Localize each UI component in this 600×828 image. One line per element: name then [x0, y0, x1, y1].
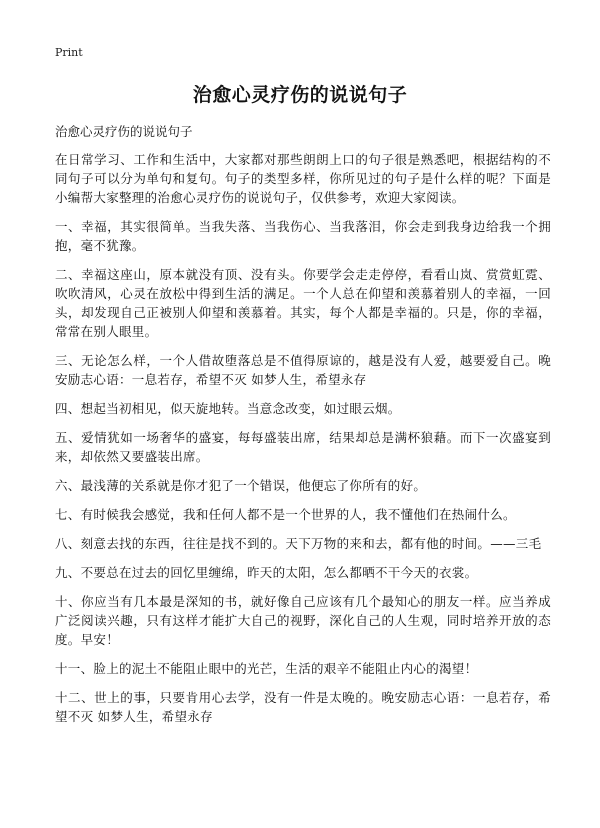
paragraph-5: 五、爱情犹如一场奢华的盛宴，每每盛装出席，结果却总是满杯狼藉。而下一次盛宴到来，却依然又要盛装出席。: [55, 430, 551, 464]
paragraph-11: 十一、脸上的泥土不能阻止眼中的光芒，生活的艰辛不能阻止内心的渴望！: [55, 661, 478, 676]
paragraph-9: 九、不要总在过去的回忆里缠绵，昨天的太阳，怎么都晒不干今天的衣裳。: [55, 565, 478, 580]
paragraph-4: 四、想起当初相见，似天旋地转。当意念改变，如过眼云烟。: [55, 401, 401, 416]
paragraph-6: 六、最浅薄的关系就是你才犯了一个错误，他便忘了你所有的好。: [55, 478, 427, 493]
paragraph-3: 三、无论怎么样，一个人借故堕落总是不值得原谅的，越是没有人爱，越要爱自己。晚安励志心语：一息若存，希望不灭 如梦人生，希望永存: [55, 353, 551, 387]
paragraph-1: 一、幸福，其实很简单。当我失落、当我伤心、当我落泪，你会走到我身边给我一个拥抱，毫不犹豫。: [55, 219, 551, 253]
document-title: 治愈心灵疗伤的说说句子: [192, 84, 408, 106]
paragraph-8: 八、刻意去找的东西，往往是找不到的。天下万物的来和去，都有他的时间。——三毛: [55, 536, 542, 551]
document-subtitle: 治愈心灵疗伤的说说句子: [55, 124, 193, 139]
paragraph-7: 七、有时候我会感觉，我和任何人都不是一个世界的人，我不懂他们在热闹什么。: [55, 507, 516, 522]
paragraph-2: 二、幸福这座山，原本就没有顶、没有头。你要学会走走停停，看看山岚、赏赏虹霓、吹吹清风，心灵在放松中得到生活的满足。一个人总在仰望和羡慕着别人的幸福，一回头，却发现自己正被别人仰望和羡慕着。其实，每个人都是幸福的。只是，你的幸福，常常在别人眼里。: [55, 267, 551, 339]
document-body: [55, 150, 551, 736]
paragraph-12: 十二、世上的事，只要肯用心去学，没有一件是太晚的。晚安励志心语：一息若存，希望不灭 如梦人生，希望永存: [55, 690, 551, 724]
paragraph-10: 十、你应当有几本最是深知的书，就好像自己应该有几个最知心的朋友一样。应当养成广泛阅读兴趣，只有这样才能扩大自己的视野，深化自己的人生观，同时培养开放的态度。早安！: [55, 594, 551, 647]
print-link[interactable]: Print: [55, 46, 83, 59]
paragraph-intro: 在日常学习、工作和生活中，大家都对那些朗朗上口的句子很是熟悉吧，根据结构的不同句子可以分为单句和复句。句子的类型多样，你所见过的句子是什么样的呢？下面是小编帮大家整理的治愈心灵疗伤的说说句子，仅供参考，欢迎大家阅读。: [55, 152, 551, 205]
